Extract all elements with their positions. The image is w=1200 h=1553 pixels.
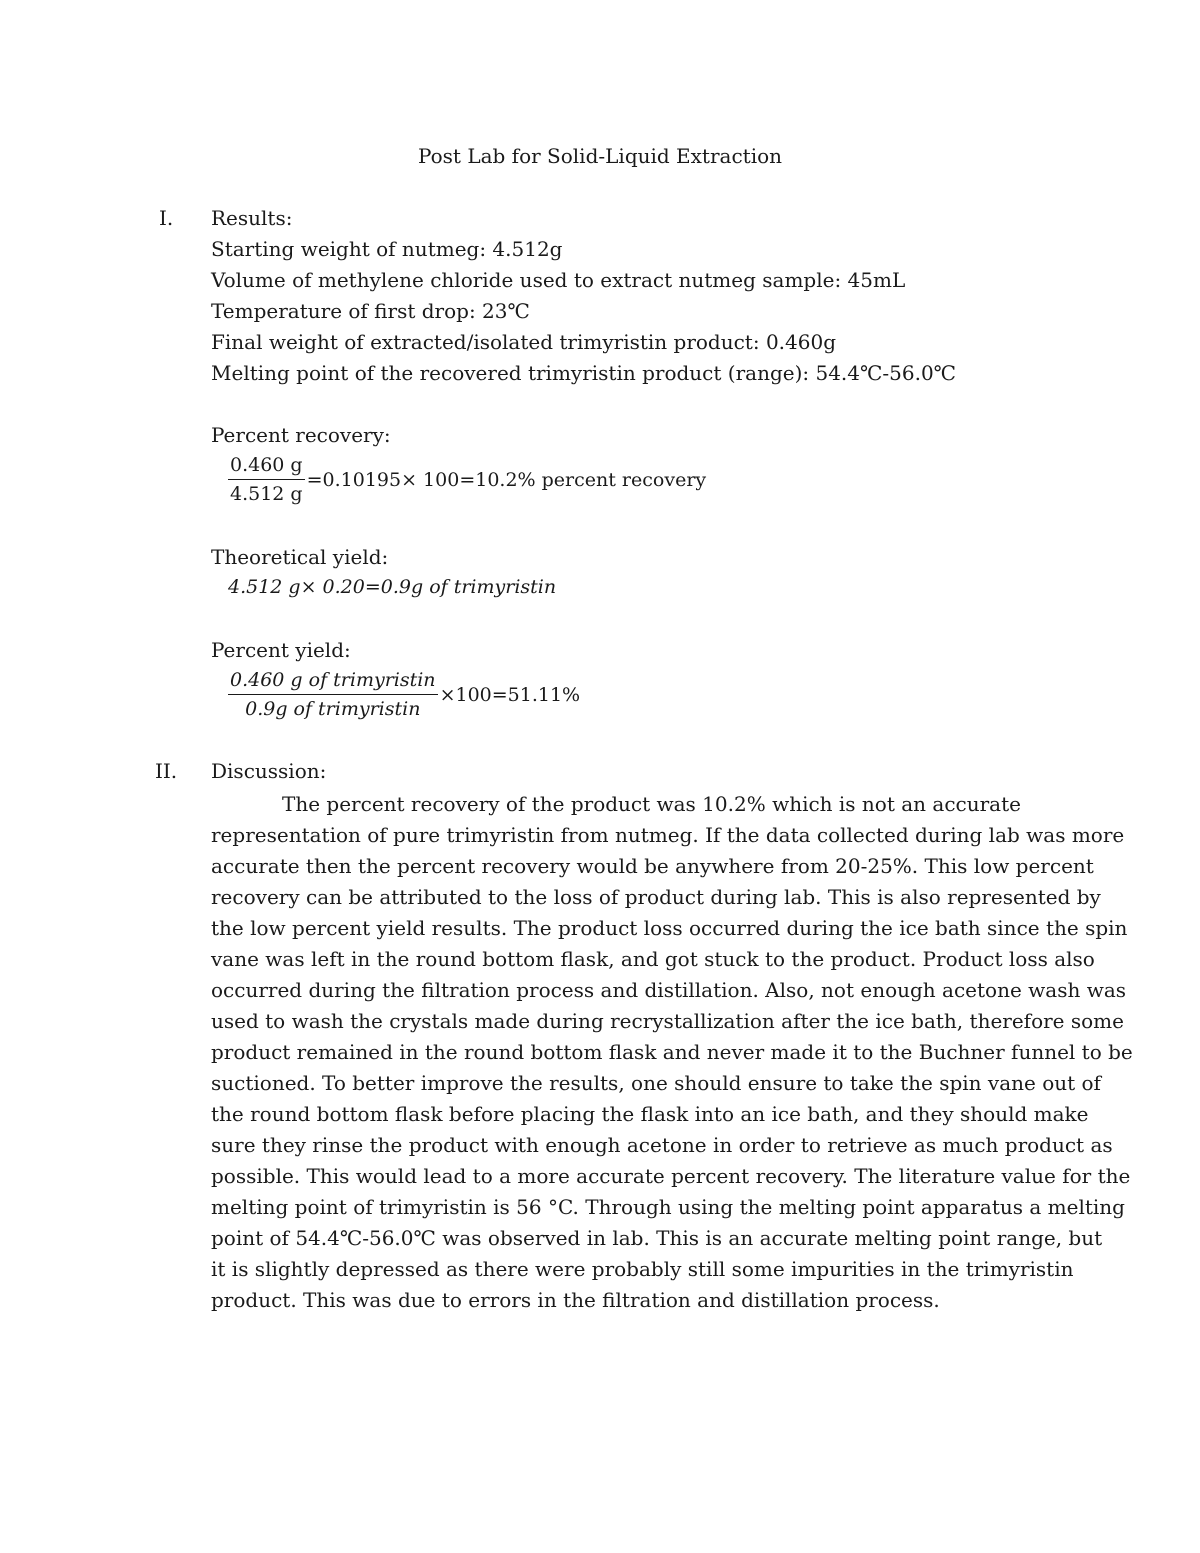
percent-recovery-equation bbox=[228, 452, 706, 507]
discussion-line: occurred during the filtration process and distillation. Also, not enough acetone wash was bbox=[211, 978, 1126, 1002]
percent-yield-numerator: 0.460 g of trimyristin bbox=[228, 667, 438, 695]
percent-recovery-numerator: 0.460 g bbox=[228, 452, 305, 480]
discussion-line: product. This was due to errors in the filtration and distillation process. bbox=[211, 1288, 940, 1312]
discussion-line: it is slightly depressed as there were probably still some impurities in the trimyristin bbox=[211, 1257, 1074, 1281]
section-numeral-discussion: II. bbox=[155, 759, 178, 783]
percent-yield-result: ×100=51.11% bbox=[439, 683, 581, 706]
percent-yield-equation bbox=[228, 667, 580, 722]
percent-recovery-fraction bbox=[228, 452, 305, 507]
discussion-line: possible. This would lead to a more accurate percent recovery. The literature value for the bbox=[211, 1164, 1131, 1188]
result-line-melting-point: Melting point of the recovered trimyristin product (range): 54.4℃-56.0℃ bbox=[211, 361, 957, 385]
discussion-line: representation of pure trimyristin from nutmeg. If the data collected during lab was more bbox=[211, 823, 1125, 847]
discussion-line: sure they rinse the product with enough acetone in order to retrieve as much product as bbox=[211, 1133, 1113, 1157]
discussion-line: the round bottom flask before placing the flask into an ice bath, and they should make bbox=[211, 1102, 1089, 1126]
discussion-line: suctioned. To better improve the results, one should ensure to take the spin vane out of bbox=[211, 1071, 1101, 1095]
discussion-line: melting point of trimyristin is 56 °C. Through using the melting point apparatus a melting bbox=[211, 1195, 1125, 1219]
result-line-final-weight: Final weight of extracted/isolated trimyristin product: 0.460g bbox=[211, 330, 836, 354]
page-title: Post Lab for Solid-Liquid Extraction bbox=[417, 144, 783, 168]
theoretical-yield-label: Theoretical yield: bbox=[211, 545, 389, 569]
result-line-starting-weight: Starting weight of nutmeg: 4.512g bbox=[211, 237, 563, 261]
percent-recovery-label: Percent recovery: bbox=[211, 423, 391, 447]
discussion-line: The percent recovery of the product was 10.2% which is not an accurate bbox=[282, 792, 1021, 816]
results-heading: Results: bbox=[211, 206, 293, 230]
percent-recovery-result: =0.10195× 100=10.2% percent recovery bbox=[306, 468, 707, 491]
percent-yield-label: Percent yield: bbox=[211, 638, 351, 662]
discussion-paragraph bbox=[211, 789, 1133, 1316]
discussion-line: used to wash the crystals made during recrystallization after the ice bath, therefore some bbox=[211, 1009, 1124, 1033]
result-line-solvent-volume: Volume of methylene chloride used to extract nutmeg sample: 45mL bbox=[211, 268, 906, 292]
discussion-line: product remained in the round bottom flask and never made it to the Buchner funnel to be bbox=[211, 1040, 1133, 1064]
discussion-line: recovery can be attributed to the loss of product during lab. This is also represented by bbox=[211, 885, 1101, 909]
percent-yield-fraction bbox=[228, 667, 438, 722]
result-line-first-drop-temp: Temperature of first drop: 23℃ bbox=[211, 299, 530, 323]
discussion-line: the low percent yield results. The product loss occurred during the ice bath since the spin bbox=[211, 916, 1128, 940]
discussion-heading: Discussion: bbox=[211, 759, 327, 783]
discussion-line: accurate then the percent recovery would be anywhere from 20-25%. This low percent bbox=[211, 854, 1094, 878]
percent-yield-denominator: 0.9g of trimyristin bbox=[245, 698, 421, 720]
theoretical-yield-equation: 4.512 g× 0.20=0.9g of trimyristin bbox=[228, 576, 557, 598]
discussion-line: point of 54.4℃-56.0℃ was observed in lab. This is an accurate melting point range, but bbox=[211, 1226, 1103, 1250]
percent-recovery-denominator: 4.512 g bbox=[230, 483, 303, 505]
discussion-line: vane was left in the round bottom flask, and got stuck to the product. Product loss also bbox=[211, 947, 1095, 971]
section-numeral-results: I. bbox=[159, 206, 174, 230]
